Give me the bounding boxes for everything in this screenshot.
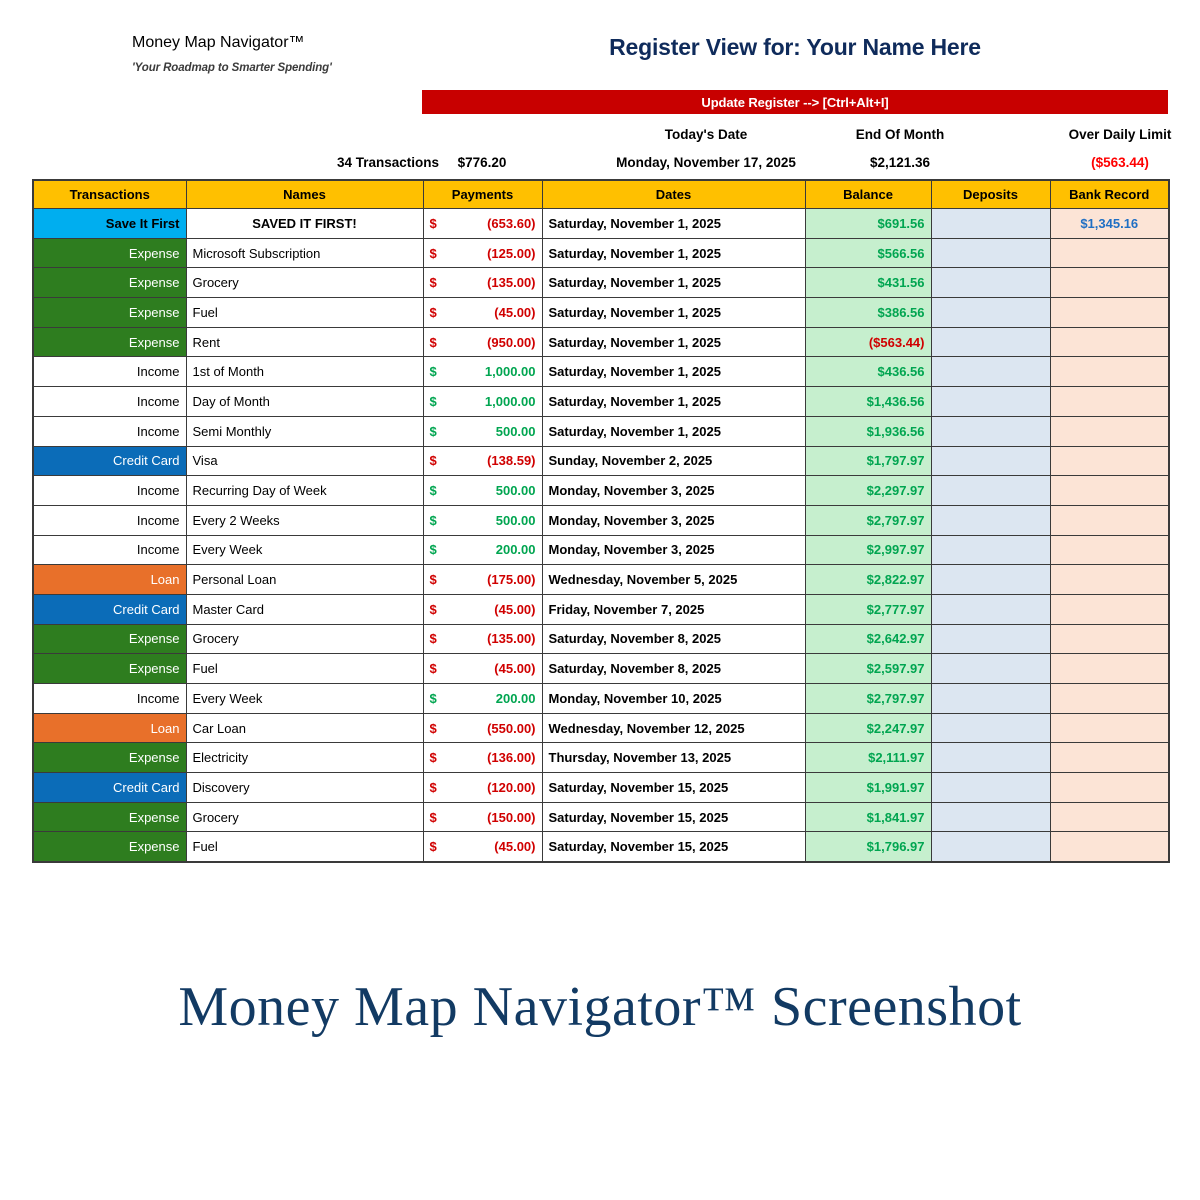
table-row[interactable]	[33, 238, 1169, 268]
row-payment-amount: (45.00)	[494, 601, 536, 617]
table-row[interactable]	[33, 832, 1169, 862]
row-balance: $1,796.97	[805, 832, 931, 862]
row-deposit[interactable]	[931, 357, 1050, 387]
row-name[interactable]: Fuel	[186, 298, 423, 328]
currency-symbol: $	[429, 275, 437, 291]
row-category-badge[interactable]: Expense	[33, 238, 186, 268]
row-payment[interactable]	[423, 713, 542, 743]
row-bank-record[interactable]	[1050, 624, 1169, 654]
row-name[interactable]: Grocery	[186, 624, 423, 654]
row-name[interactable]: Microsoft Subscription	[186, 238, 423, 268]
row-date[interactable]: Saturday, November 1, 2025	[542, 268, 805, 298]
row-date[interactable]: Saturday, November 15, 2025	[542, 802, 805, 832]
row-category-badge[interactable]: Expense	[33, 743, 186, 773]
row-date[interactable]: Monday, November 3, 2025	[542, 505, 805, 535]
row-payment[interactable]	[423, 476, 542, 506]
row-payment-amount: (45.00)	[494, 661, 536, 677]
row-category-badge[interactable]: Income	[33, 505, 186, 535]
row-category-badge[interactable]: Income	[33, 387, 186, 417]
row-category-badge[interactable]: Expense	[33, 802, 186, 832]
row-name[interactable]: Every Week	[186, 535, 423, 565]
row-payment[interactable]	[423, 416, 542, 446]
row-bank-record[interactable]	[1050, 387, 1169, 417]
row-balance: $1,991.97	[805, 773, 931, 803]
row-deposit[interactable]	[931, 268, 1050, 298]
currency-symbol: $	[429, 750, 437, 766]
row-category-badge[interactable]: Credit Card	[33, 773, 186, 803]
currency-symbol: $	[429, 334, 437, 350]
row-payment[interactable]	[423, 535, 542, 565]
column-header-balance[interactable]: Balance	[805, 180, 931, 209]
row-payment-amount: 1,000.00	[484, 364, 536, 380]
over-daily-limit-value: ($563.44)	[1091, 155, 1149, 170]
row-deposit[interactable]	[931, 387, 1050, 417]
row-balance: $2,797.97	[805, 684, 931, 714]
row-payment-amount: (120.00)	[487, 779, 536, 795]
row-bank-record[interactable]	[1050, 565, 1169, 595]
row-deposit[interactable]	[931, 684, 1050, 714]
row-balance: $1,797.97	[805, 446, 931, 476]
table-row[interactable]	[33, 802, 1169, 832]
todays-date-value: Monday, November 17, 2025	[616, 155, 796, 170]
row-payment[interactable]	[423, 298, 542, 328]
row-category-badge[interactable]: Expense	[33, 624, 186, 654]
row-balance: $2,111.97	[805, 743, 931, 773]
row-name[interactable]: Grocery	[186, 268, 423, 298]
table-row[interactable]	[33, 268, 1169, 298]
row-deposit[interactable]	[931, 565, 1050, 595]
row-date[interactable]: Thursday, November 13, 2025	[542, 743, 805, 773]
row-payment[interactable]	[423, 238, 542, 268]
row-balance: $2,597.97	[805, 654, 931, 684]
column-header-payments[interactable]: Payments	[423, 180, 542, 209]
table-row[interactable]	[33, 684, 1169, 714]
row-deposit[interactable]	[931, 209, 1050, 239]
row-name[interactable]: Electricity	[186, 743, 423, 773]
over-daily-limit-label: Over Daily Limit	[1068, 127, 1172, 142]
row-category-badge[interactable]: Income	[33, 416, 186, 446]
table-row[interactable]	[33, 209, 1169, 239]
row-balance: $691.56	[805, 209, 931, 239]
row-name[interactable]: Every Week	[186, 684, 423, 714]
row-name[interactable]: SAVED IT FIRST!	[186, 209, 423, 239]
currency-symbol: $	[429, 512, 437, 528]
currency-symbol: $	[429, 839, 437, 855]
row-date[interactable]: Saturday, November 15, 2025	[542, 832, 805, 862]
row-bank-record[interactable]: $1,345.16	[1050, 209, 1169, 239]
currency-symbol: $	[429, 423, 437, 439]
row-bank-record[interactable]	[1050, 357, 1169, 387]
row-name[interactable]: Recurring Day of Week	[186, 476, 423, 506]
row-category-badge[interactable]: Loan	[33, 565, 186, 595]
row-balance: $2,247.97	[805, 713, 931, 743]
row-category-badge[interactable]: Income	[33, 684, 186, 714]
currency-symbol: $	[429, 453, 437, 469]
currency-symbol: $	[429, 364, 437, 380]
row-category-badge[interactable]: Expense	[33, 298, 186, 328]
row-bank-record[interactable]	[1050, 684, 1169, 714]
row-balance: $1,436.56	[805, 387, 931, 417]
row-bank-record[interactable]	[1050, 535, 1169, 565]
row-deposit[interactable]	[931, 327, 1050, 357]
update-register-button[interactable]: Update Register --> [Ctrl+Alt+I]	[422, 90, 1168, 114]
row-payment-amount: 1,000.00	[484, 393, 536, 409]
row-payment-amount: 200.00	[495, 690, 536, 706]
row-payment-amount: (653.60)	[487, 215, 536, 231]
row-payment[interactable]	[423, 268, 542, 298]
row-payment[interactable]	[423, 832, 542, 862]
row-payment-amount: (135.00)	[487, 631, 536, 647]
currency-symbol: $	[429, 631, 437, 647]
currency-symbol: $	[429, 304, 437, 320]
currency-symbol: $	[429, 779, 437, 795]
row-name[interactable]: Visa	[186, 446, 423, 476]
table-row[interactable]	[33, 743, 1169, 773]
currency-symbol: $	[429, 690, 437, 706]
page-title: Register View for: Your Name Here	[609, 34, 981, 60]
currency-symbol: $	[429, 661, 437, 677]
table-row[interactable]	[33, 327, 1169, 357]
row-payment[interactable]	[423, 684, 542, 714]
column-header-dates[interactable]: Dates	[542, 180, 805, 209]
row-name[interactable]: 1st of Month	[186, 357, 423, 387]
row-payment[interactable]	[423, 327, 542, 357]
row-name[interactable]: Discovery	[186, 773, 423, 803]
table-row[interactable]	[33, 387, 1169, 417]
row-payment[interactable]	[423, 594, 542, 624]
row-payment[interactable]	[423, 387, 542, 417]
row-balance: $436.56	[805, 357, 931, 387]
table-header-row	[33, 180, 1169, 209]
row-payment[interactable]	[423, 565, 542, 595]
row-deposit[interactable]	[931, 743, 1050, 773]
row-balance: $386.56	[805, 298, 931, 328]
row-deposit[interactable]	[931, 654, 1050, 684]
row-balance: ($563.44)	[805, 327, 931, 357]
currency-symbol: $	[429, 483, 437, 499]
currency-symbol: $	[429, 720, 437, 736]
row-deposit[interactable]	[931, 238, 1050, 268]
row-bank-record[interactable]	[1050, 416, 1169, 446]
row-payment-amount: (135.00)	[487, 275, 536, 291]
row-balance: $2,297.97	[805, 476, 931, 506]
row-name[interactable]: Master Card	[186, 594, 423, 624]
currency-symbol: $	[429, 572, 437, 588]
row-category-badge[interactable]: Loan	[33, 713, 186, 743]
column-header-transactions[interactable]: Transactions	[33, 180, 186, 209]
table-row[interactable]	[33, 298, 1169, 328]
register-table	[32, 179, 1170, 863]
row-payment[interactable]	[423, 654, 542, 684]
row-category-badge[interactable]: Expense	[33, 268, 186, 298]
row-date[interactable]: Saturday, November 1, 2025	[542, 327, 805, 357]
currency-symbol: $	[429, 809, 437, 825]
row-payment-amount: (45.00)	[494, 839, 536, 855]
row-name[interactable]: Grocery	[186, 802, 423, 832]
row-deposit[interactable]	[931, 446, 1050, 476]
brand-block	[132, 34, 432, 74]
row-deposit[interactable]	[931, 832, 1050, 862]
table-row[interactable]	[33, 416, 1169, 446]
row-deposit[interactable]	[931, 713, 1050, 743]
row-payment[interactable]	[423, 505, 542, 535]
column-header-deposits[interactable]: Deposits	[931, 180, 1050, 209]
row-bank-record[interactable]	[1050, 594, 1169, 624]
table-row[interactable]	[33, 773, 1169, 803]
bottom-caption: Money Map Navigator™ Screenshot	[178, 976, 1022, 1038]
row-name[interactable]: Every 2 Weeks	[186, 505, 423, 535]
row-date[interactable]: Sunday, November 2, 2025	[542, 446, 805, 476]
table-row[interactable]	[33, 535, 1169, 565]
row-balance: $1,936.56	[805, 416, 931, 446]
row-payment[interactable]	[423, 624, 542, 654]
row-date[interactable]: Saturday, November 1, 2025	[542, 387, 805, 417]
register-body	[33, 209, 1169, 863]
row-payment-amount: 500.00	[495, 423, 536, 439]
row-name[interactable]: Day of Month	[186, 387, 423, 417]
row-payment[interactable]	[423, 446, 542, 476]
table-row[interactable]	[33, 594, 1169, 624]
row-bank-record[interactable]	[1050, 298, 1169, 328]
row-payment-amount: (550.00)	[487, 720, 536, 736]
row-name[interactable]: Personal Loan	[186, 565, 423, 595]
row-payment-amount: 500.00	[495, 483, 536, 499]
row-deposit[interactable]	[931, 535, 1050, 565]
row-date[interactable]: Saturday, November 1, 2025	[542, 298, 805, 328]
row-deposit[interactable]	[931, 802, 1050, 832]
row-name[interactable]: Rent	[186, 327, 423, 357]
available-amount: $776.20	[457, 155, 507, 170]
row-payment-amount: (175.00)	[487, 572, 536, 588]
row-balance: $2,797.97	[805, 505, 931, 535]
row-payment[interactable]	[423, 773, 542, 803]
row-payment-amount: (45.00)	[494, 304, 536, 320]
row-payment-amount: (950.00)	[487, 334, 536, 350]
currency-symbol: $	[429, 542, 437, 558]
row-category-badge[interactable]: Income	[33, 535, 186, 565]
row-date[interactable]: Saturday, November 15, 2025	[542, 773, 805, 803]
row-deposit[interactable]	[931, 773, 1050, 803]
row-deposit[interactable]	[931, 476, 1050, 506]
table-row[interactable]	[33, 446, 1169, 476]
row-date[interactable]: Monday, November 10, 2025	[542, 684, 805, 714]
row-payment-amount: (136.00)	[487, 750, 536, 766]
end-of-month-label: End Of Month	[855, 127, 945, 142]
row-bank-record[interactable]	[1050, 268, 1169, 298]
row-name[interactable]: Semi Monthly	[186, 416, 423, 446]
row-balance: $2,777.97	[805, 594, 931, 624]
row-payment[interactable]	[423, 209, 542, 239]
row-balance: $2,822.97	[805, 565, 931, 595]
column-header-bank-record[interactable]: Bank Record	[1050, 180, 1169, 209]
row-category-badge[interactable]: Income	[33, 357, 186, 387]
row-date[interactable]: Saturday, November 8, 2025	[542, 624, 805, 654]
row-payment-amount: (138.59)	[487, 453, 536, 469]
summary-strip	[32, 122, 1172, 178]
row-category-badge[interactable]: Expense	[33, 832, 186, 862]
row-balance: $1,841.97	[805, 802, 931, 832]
row-category-badge[interactable]: Credit Card	[33, 446, 186, 476]
row-deposit[interactable]	[931, 416, 1050, 446]
row-payment-amount: 200.00	[495, 542, 536, 558]
row-date[interactable]: Saturday, November 1, 2025	[542, 357, 805, 387]
row-bank-record[interactable]	[1050, 476, 1169, 506]
currency-symbol: $	[429, 245, 437, 261]
row-bank-record[interactable]	[1050, 743, 1169, 773]
end-of-month-value: $2,121.36	[869, 155, 931, 170]
row-deposit[interactable]	[931, 624, 1050, 654]
table-row[interactable]	[33, 505, 1169, 535]
row-balance: $2,997.97	[805, 535, 931, 565]
row-category-badge[interactable]: Expense	[33, 654, 186, 684]
transactions-count: 34 Transactions	[336, 155, 440, 170]
column-header-names[interactable]: Names	[186, 180, 423, 209]
table-row[interactable]	[33, 476, 1169, 506]
todays-date-label: Today's Date	[664, 127, 748, 142]
row-bank-record[interactable]	[1050, 327, 1169, 357]
row-deposit[interactable]	[931, 298, 1050, 328]
row-date[interactable]: Saturday, November 8, 2025	[542, 654, 805, 684]
row-category-badge[interactable]: Save It First	[33, 209, 186, 239]
row-bank-record[interactable]	[1050, 773, 1169, 803]
row-bank-record[interactable]	[1050, 713, 1169, 743]
row-payment-amount: (150.00)	[487, 809, 536, 825]
row-name[interactable]: Fuel	[186, 832, 423, 862]
row-category-badge[interactable]: Expense	[33, 327, 186, 357]
row-date[interactable]: Monday, November 3, 2025	[542, 476, 805, 506]
row-date[interactable]: Saturday, November 1, 2025	[542, 416, 805, 446]
currency-symbol: $	[429, 601, 437, 617]
row-date[interactable]: Wednesday, November 5, 2025	[542, 565, 805, 595]
table-row[interactable]	[33, 357, 1169, 387]
row-date[interactable]: Wednesday, November 12, 2025	[542, 713, 805, 743]
brand-title: Money Map Navigator™	[132, 34, 305, 51]
row-date[interactable]: Friday, November 7, 2025	[542, 594, 805, 624]
table-row[interactable]	[33, 565, 1169, 595]
row-bank-record[interactable]	[1050, 832, 1169, 862]
row-bank-record[interactable]	[1050, 238, 1169, 268]
row-bank-record[interactable]	[1050, 505, 1169, 535]
row-deposit[interactable]	[931, 594, 1050, 624]
row-payment[interactable]	[423, 743, 542, 773]
table-row[interactable]	[33, 654, 1169, 684]
brand-tagline: 'Your Roadmap to Smarter Spending'	[132, 62, 332, 74]
row-date[interactable]: Saturday, November 1, 2025	[542, 209, 805, 239]
row-payment[interactable]	[423, 802, 542, 832]
row-bank-record[interactable]	[1050, 654, 1169, 684]
row-payment-amount: 500.00	[495, 512, 536, 528]
row-bank-record[interactable]	[1050, 802, 1169, 832]
row-category-badge[interactable]: Credit Card	[33, 594, 186, 624]
row-bank-record[interactable]	[1050, 446, 1169, 476]
row-date[interactable]: Monday, November 3, 2025	[542, 535, 805, 565]
row-deposit[interactable]	[931, 505, 1050, 535]
row-payment-amount: (125.00)	[487, 245, 536, 261]
table-row[interactable]	[33, 713, 1169, 743]
table-row[interactable]	[33, 624, 1169, 654]
row-balance: $2,642.97	[805, 624, 931, 654]
row-payment[interactable]	[423, 357, 542, 387]
currency-symbol: $	[429, 393, 437, 409]
row-name[interactable]: Car Loan	[186, 713, 423, 743]
row-balance: $431.56	[805, 268, 931, 298]
row-name[interactable]: Fuel	[186, 654, 423, 684]
currency-symbol: $	[429, 215, 437, 231]
row-balance: $566.56	[805, 238, 931, 268]
row-date[interactable]: Saturday, November 1, 2025	[542, 238, 805, 268]
row-category-badge[interactable]: Income	[33, 476, 186, 506]
